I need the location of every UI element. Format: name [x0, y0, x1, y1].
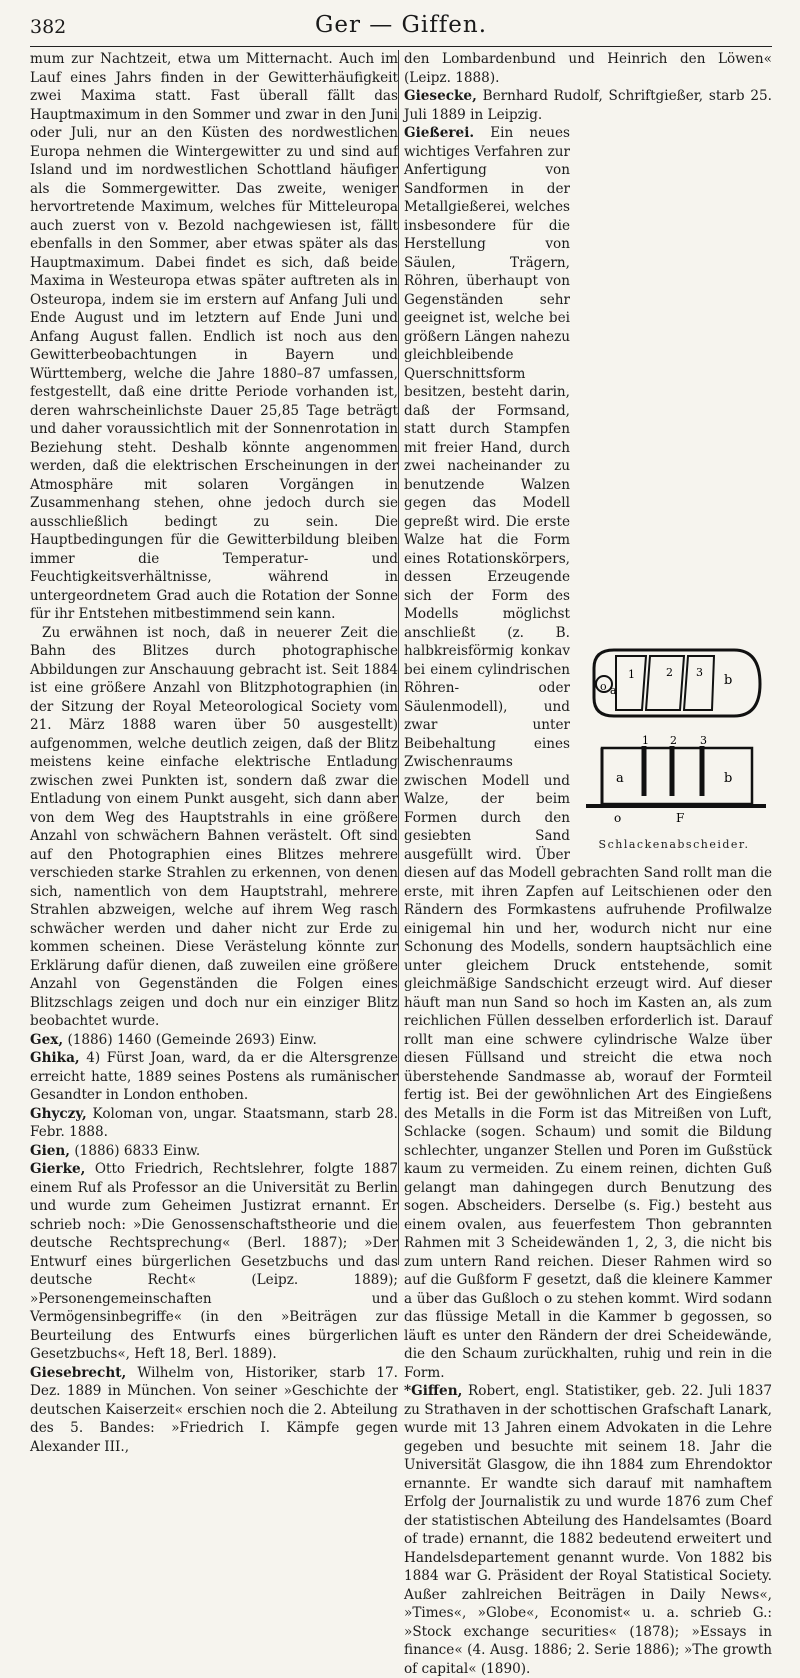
fig-top-label-a: a: [610, 684, 617, 697]
entry-text: Ein neues wichtiges Verfahren zur Anfertigung von Sandformen in der Metallgießerei, welches insbesondere für die Herstellung von Säulen, Trägern, Röhren, überhaupt von Gegenständen sehr geeignet ist, welche bei größern Längen nahezu gleichbleibende Querschnittsform besitzen, besteht darin, daß der Formsand, statt durch Stampfen mit freier Hand, durch zwei nacheinander zu benutzende Walzen gegen das Modell gepreßt wird. Die erste Walze hat die Form eines Rotationskörpers, dessen Erzeugende sich der Form des Modells möglichst anschließt (z. B. halbkreisförmig konkav bei einem cylindrischen Röhren- oder Säulenmodell), und zwar unter Beibehaltung eines Zwischenraums zwischen Modell und Walze, der beim Formen durch den gesiebten Sand ausgefüllt wird. Über diesen auf das Modell gebrachten Sand rollt man die erste, mit ihren Zapfen auf Leitschienen oder den Rändern des Formkastens aufruhende Profilwalze einigemal hin und her, wodurch nicht nur eine Schonung des Modells, sondern hauptsächlich eine unter gleichem Druck entstehende, somit gleichmäßige Sandschicht erzeugt wird. Auf dieser häuft man nun Sand so hoch im Kasten an, als zum reichlichen Füllen desselben erforderlich ist. Darauf rollt man eine schwere cylindrische Walze über diesen Füllsand und streicht die etwa noch überstehende Sandmasse ab, worauf der Formteil fertig ist. Bei der gewöhnlichen Art des Eingießens des Metalls in die Form ist das Mitreißen von Luft, Schlacke (sogen. Schaum) und somit die Bildung schlechter, unganzer Stellen und Poren im Gußstück kaum zu vermeiden. Zu einem reinen, dichten Guß gelangt man dahingegen durch Benutzung des sogen. Abscheiders. Derselbe (s. Fig.) besteht aus einem ovalen, aus feuerfestem Thon gebrannten Rahmen mit 3 Scheidewänden 1, 2, 3, die nicht bis zum untern Rand reichen. Dieser Rahmen wird so auf die Gußform F gesetzt, daß die kleinere Kammer a über das Gußloch o zu stehen kommt. Wird sodann das flüssige Metall in die Kammer b gegossen, so läuft es unter den Rändern der drei Scheidewände, die den Schaum zurückhalten, ruhig und rein in die Form.: [404, 125, 772, 1381]
entry-headword: Ghika,: [30, 1050, 80, 1066]
dictionary-entry: [30, 1105, 398, 1142]
fig-side-label-3: 3: [700, 734, 707, 747]
dictionary-entry: [30, 1160, 398, 1364]
dictionary-entry: [30, 1142, 398, 1161]
entry-headword: Gex,: [30, 1031, 64, 1048]
figure-caption: Schlackenabscheider.: [598, 838, 750, 851]
entry-text: Otto Friedrich, Rechtslehrer, folgte 1887 einem Ruf als Professor an die Universität zu Berlin und wurde zum Geheimen Justizrat ernannt. Er schrieb noch: »Die Genossenschaftstheorie und die deutsche Rechtsprechung« (Berl. 1887); »Der Entwurf eines bürgerlichen Gesetzbuchs und das deutsche Recht« (Leipz. 1889); »Personengemeinschaften und Vermögensinbegriffe« (in den »Beiträgen zur Beurteilung des Entwurfs eines bürgerlichen Gesetzbuchs«, Heft 18, Berl. 1889).: [30, 1161, 398, 1362]
entry-headword: *Giffen,: [404, 1383, 463, 1399]
dictionary-entry: [30, 1049, 398, 1105]
page-header: [30, 6, 772, 47]
entry-text: (1886) 1460 (Gemeinde 2693) Einw.: [67, 1031, 317, 1048]
entry-text: Koloman von, ungar. Staatsmann, starb 28. Febr. 1888.: [30, 1105, 398, 1140]
dictionary-entry: [404, 87, 772, 124]
dictionary-entry: [404, 1382, 772, 1678]
entry-headword: Giesecke,: [404, 88, 477, 104]
fig-side-label-o: o: [614, 811, 622, 825]
left-column: [30, 50, 398, 1455]
running-head: Ger — Giffen.: [314, 12, 488, 38]
right-column-bottom: [404, 1382, 772, 1678]
slag-separator-drawing: [576, 644, 772, 834]
paragraph: [30, 624, 398, 1031]
entry-headword: Gießerei.: [404, 125, 475, 141]
paragraph: [30, 50, 398, 624]
dictionary-entry: [30, 1364, 398, 1457]
entry-text: Robert, engl. Statistiker, geb. 22. Juli 1837 zu Strathaven in der schottischen Grafschaft Lanark, wurde mit 13 Jahren einem Advokaten in die Lehre gegeben und besuchte mit seinem 18. Jahr die Universität Glasgow, die ihn 1884 zum Ehrendoktor ernannte. Er wandte sich darauf mit namhaftem Erfolg der Journalistik zu und wurde 1876 zum Chef der statistischen Abteilung des Handelsamtes (Board of trade) ernannt, die 1882 bedeutend erweitert und Handelsdepartement genannt wurde. Von 1882 bis 1884 war G. Präsident der Royal Statistical Society. Außer zahlreichen Beiträgen in Daily News«, »Times«, »Globe«, Economist« u. a. schrieb G.: »Stock exchange securities« (1878); »Essays in finance« (4. Ausg. 1886; 2. Serie 1886); »The growth of capital« (1890).: [404, 1383, 772, 1677]
entry-text: Zu erwähnen ist noch, daß in neuerer Zeit die Bahn des Blitzes durch photographische Abbildungen zur Anschauung gebracht ist. Seit 1884 ist eine größere Anzahl von Blitzphotographien (in der Sitzung der Royal Meteorological Society vom 21. März 1888 waren über 50 ausgestellt) aufgenommen, welche deutlich zeigen, daß der Blitz meistens keine einfache elektrische Entladung zwischen zwei Punkten ist, sondern daß zwar die Entladung von einem Punkt ausgeht, sich dann aber von dem Weg des Hauptstrahls in eine größere Anzahl von schwächern Bahnen verästelt. Oft sind auf den Photographien eines Blitzes mehrere verschieden starke Strahlen zu erkennen, von denen sich, namentlich von dem Hauptstrahl, mehrere Strahlen abzweigen, welche auf ihrem Weg rasch schwächer werden und daher nicht zur Erde zu kommen scheinen. Diese Verästelung könnte zur Erklärung dafür dienen, daß zuweilen eine größere Anzahl von Gegenständen die Folgen eines Blitzschlags zeigen und doch nur ein einziger Blitz beobachtet wurde.: [30, 624, 398, 1029]
right-column: [404, 50, 772, 1677]
fig-side-label-a: a: [616, 771, 624, 786]
paragraph: [404, 50, 772, 87]
slag-separator-figure: [576, 644, 772, 855]
fig-top-label-3: 3: [696, 666, 703, 679]
dictionary-entry: [30, 1031, 398, 1050]
fig-side-label-2: 2: [670, 734, 677, 747]
entry-text: den Lombardenbund und Heinrich den Löwen« (Leipz. 1888).: [404, 51, 772, 86]
entry-headword: Gierke,: [30, 1161, 86, 1177]
fig-top-label-2: 2: [666, 666, 673, 679]
fig-side-label-1: 1: [642, 734, 649, 747]
fig-side-label-b: b: [724, 771, 733, 786]
right-column-top: [404, 50, 772, 1382]
fig-top-label-1: 1: [628, 668, 635, 681]
page-number: 382: [30, 16, 67, 38]
column-divider: [398, 50, 399, 1265]
fig-top-label-b: b: [724, 673, 733, 688]
fig-side-label-F: F: [676, 811, 685, 825]
entry-text: Bernhard Rudolf, Schriftgießer, starb 25. Juli 1889 in Leipzig.: [404, 88, 772, 123]
entry-headword: Giesebrecht,: [30, 1364, 127, 1381]
entry-text: Wilhelm von, Historiker, starb 17. Dez. 1889 in München. Von seiner »Geschichte der deutschen Kaiserzeit« erschien noch die 2. Abteilung des 5. Bandes: »Friedrich I. Kämpfe gegen Alexander III.,: [30, 1364, 398, 1455]
entry-headword: Ghyczy,: [30, 1105, 87, 1122]
entry-text: (1886) 6833 Einw.: [74, 1142, 201, 1159]
entry-text: 4) Fürst Joan, ward, da er die Altersgrenze erreicht hatte, 1889 seines Postens als rumänischer Gesandter in London enthoben.: [30, 1050, 398, 1103]
fig-top-label-o: o: [600, 680, 607, 693]
entry-headword: Gien,: [30, 1142, 71, 1159]
dictionary-entry: [404, 124, 772, 1382]
entry-text: mum zur Nachtzeit, etwa um Mitternacht. Auch im Lauf eines Jahrs finden in der Gewitterhäufigkeit zwei Maxima statt. Fast überall fällt das Hauptmaximum in den Sommer und zwar in den Juni oder Juli, nur an den Küsten des nordwestlichen Europa nehmen die Wintergewitter zu und sind auf Island und im nordwestlichen Schottland häufiger als die Sommergewitter. Das zweite, weniger hervortretende Maximum, welches für Mitteleuropa auch zuerst von v. Bezold nachgewiesen ist, fällt ebenfalls in den Sommer, aber etwas später als das Hauptmaximum. Dabei findet es sich, daß beide Maxima in Westeuropa etwas später auftreten als in Osteuropa, indem sie im erstern auf Anfang Juli und Ende August und im letztern auf Ende Juni und Anfang August fallen. Endlich ist noch aus den Gewitterbeobachtungen in Bayern und Württemberg, welche die Jahre 1880–87 umfassen, festgestellt, daß eine dritte Periode vorhanden ist, deren wahrscheinlichste Dauer 25,85 Tage beträgt und daher voraussichtlich mit der Sonnenrotation in Beziehung steht. Deshalb könnte angenommen werden, daß die elektrischen Erscheinungen in der Atmosphäre mit solaren Vorgängen in Zusammenhang stehen, ohne jedoch durch sie ausschließlich bedingt zu sein. Die Hauptbedingungen für die Gewitterbildung bleiben immer die Temperatur- und Feuchtigkeitsverhältnisse, während in untergeordnetem Grad auch die Rotation der Sonne für ihr Entstehen mitbestimmend sein kann.: [30, 51, 398, 622]
